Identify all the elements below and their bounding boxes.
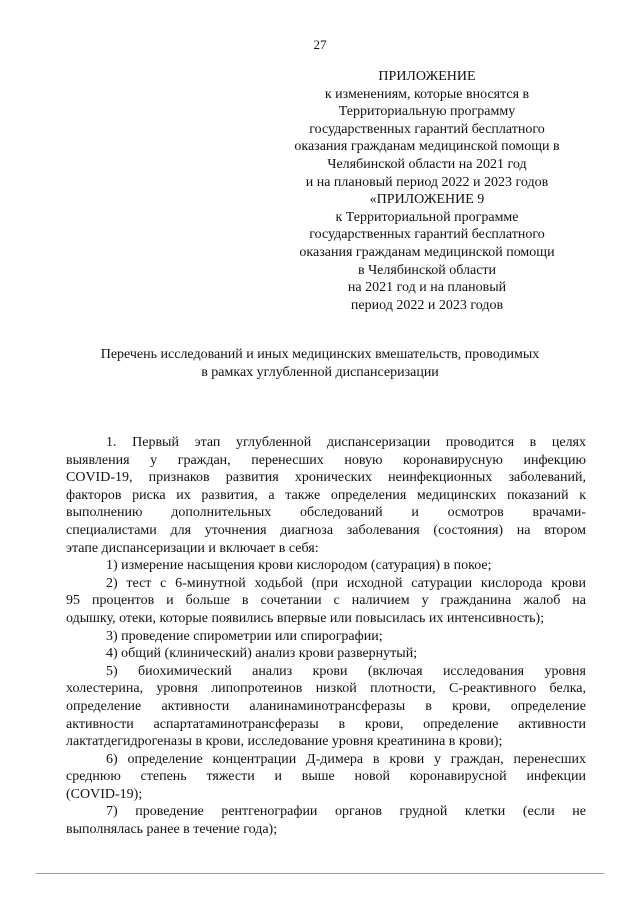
- list-item: 3) проведение спирометрии или спирографии;: [106, 628, 383, 644]
- list-item: 1) измерение насыщения крови кислородом (сатурация) в покое;: [106, 558, 492, 574]
- body-line: COVID-19, признаков развития хронических неинфекционных заболеваний,: [66, 470, 586, 486]
- document-title: [60, 346, 580, 381]
- appendix-line: к Территориальной программе: [335, 209, 519, 225]
- bottom-scan-line: [36, 873, 604, 874]
- list-item: 6) определение концентрации Д-димера в крови у граждан, перенесших: [106, 751, 586, 767]
- appendix-line: на 2021 год и на плановый: [347, 280, 507, 296]
- appendix-line: и на плановый период 2022 и 2023 годов: [305, 174, 549, 190]
- appendix-line: период 2022 и 2023 годов: [350, 297, 504, 313]
- body-line: определение активности аланинаминотрансферазы в крови, определение: [66, 698, 586, 714]
- page-number: 27: [313, 37, 327, 52]
- appendix-line: в Челябинской области: [357, 262, 497, 278]
- appendix-line: оказания гражданам медицинской помощи: [299, 244, 555, 260]
- body-line: 95 процентов и больше в сочетании с наличием у гражданина жалоб на: [66, 593, 586, 609]
- document-body: [66, 434, 586, 839]
- body-line: выполнялась ранее в течение года);: [66, 822, 278, 838]
- title-line: в рамках углубленной диспансеризации: [201, 364, 439, 380]
- list-item: 7) проведение рентгенографии органов грудной клетки (если не: [106, 804, 586, 820]
- appendix-line: оказания гражданам медицинской помощи в: [294, 139, 560, 155]
- body-line: выполнению дополнительных обследований и осмотров врачами-: [66, 505, 586, 521]
- appendix-line: к изменениям, которые вносятся в: [324, 86, 530, 102]
- appendix-header: [262, 68, 592, 314]
- body-line: факторов риска их развития, а также определения медицинских показаний к: [66, 487, 586, 503]
- appendix-line: государственных гарантий бесплатного: [309, 121, 545, 137]
- appendix-line: Челябинской области на 2021 год: [327, 156, 527, 172]
- list-item: 5) биохимический анализ крови (включая исследования уровня: [106, 663, 586, 679]
- body-line: среднюю степень тяжести и выше новой коронавирусной инфекции: [66, 769, 586, 785]
- appendix-line: государственных гарантий бесплатного: [309, 227, 545, 243]
- body-line: одышку, отеки, которые появились впервые или повысилась их интенсивность);: [66, 610, 545, 626]
- body-line: холестерина, уровня липопротеинов низкой плотности, С-реактивного белка,: [66, 681, 586, 697]
- body-line: активности аспартатаминотрансферазы в крови, определение активности: [66, 716, 586, 732]
- appendix-line: «ПРИЛОЖЕНИЕ 9: [369, 192, 485, 208]
- body-line: выявления у граждан, перенесших новую коронавирусную инфекцию: [66, 452, 586, 468]
- body-line: лактатдегидрогеназы в крови, исследование уровня креатинина в крови);: [66, 734, 503, 750]
- body-line: специалистами для уточнения диагноза заболевания (состояния) на втором: [66, 522, 586, 538]
- body-line: этапе диспансеризации и включает в себя:: [66, 540, 319, 556]
- body-line: (COVID-19);: [66, 786, 143, 802]
- title-line: Перечень исследований и иных медицинских вмешательств, проводимых: [100, 347, 540, 362]
- body-line: 1. Первый этап углубленной диспансеризации проводится в целях: [106, 435, 586, 450]
- appendix-line: Территориальную программу: [338, 104, 516, 120]
- appendix-line: ПРИЛОЖЕНИЕ: [378, 69, 476, 84]
- list-item: 2) тест с 6-минутной ходьбой (при исходной сатурации кислорода крови: [106, 575, 586, 591]
- list-item: 4) общий (клинический) анализ крови развернутый;: [106, 646, 418, 662]
